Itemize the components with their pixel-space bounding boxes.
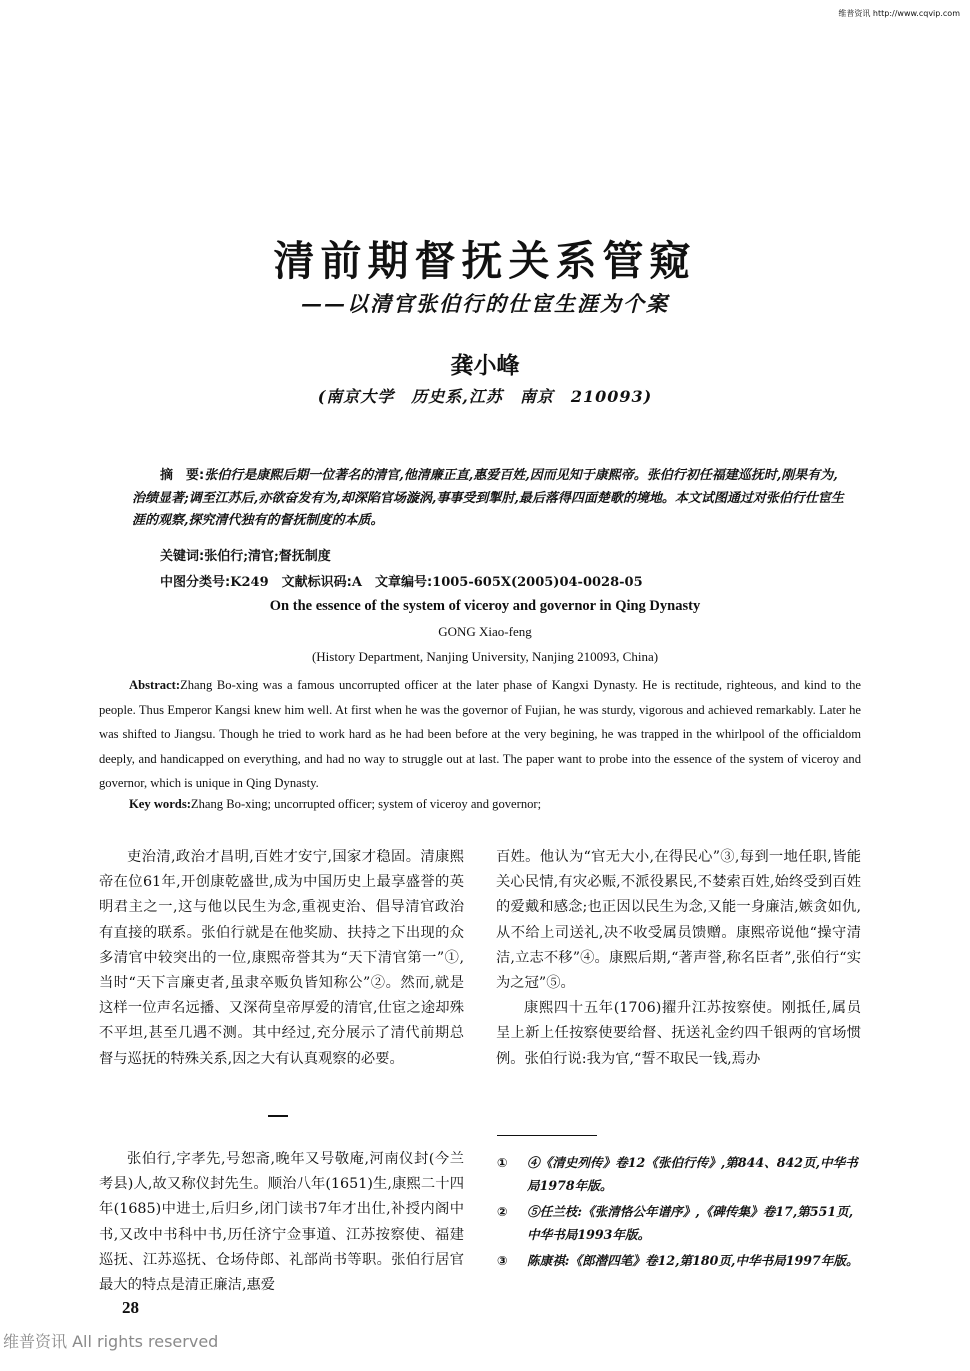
article-number-label: 文章编号: [374, 575, 433, 590]
footnote-text: 陈康祺:《郎潜四笔》卷12,第180页,中华书局1997年版。 [527, 1253, 859, 1268]
footnote-item [497, 1152, 862, 1197]
chinese-keywords [160, 545, 331, 564]
author-affiliation: (南京大学 历史系,江苏 南京 210093) [317, 387, 653, 406]
body-right-column-top [496, 845, 861, 1072]
english-keywords-text: Zhang Bo-xing; uncorrupted officer; system of viceroy and governor; [190, 797, 542, 811]
paper-title: 清前期督抚关系管窥 [273, 237, 697, 285]
english-abstract [99, 673, 861, 796]
chinese-abstract-label: 摘 要: [160, 468, 205, 483]
chinese-abstract [132, 465, 844, 533]
footnote-mark: ① [497, 1155, 508, 1170]
footnote-item [497, 1250, 862, 1273]
clc-value: K249 [230, 575, 269, 590]
top-watermark[interactable]: 维普资讯 http://www.cqvip.com [838, 9, 960, 18]
english-author: GONG Xiao-feng [438, 624, 532, 639]
body-paragraph: 百姓。他认为“官无大小,在得民心”③,每到一地任职,皆能关心民情,有灾必赈,不派役累民,不婪索百姓,始终受到百姓的爱戴和感念;也正因以民生为念,又能一身廉洁,嫉贪如仇,从不给上司送礼,决不收受属员馈赠。康熙帝说他“操守清洁,立志不移”④。康熙后期,“著声誉,称名臣者”,张伯行“实为之冠”⑤。 [496, 849, 861, 992]
body-left-column-top [99, 845, 464, 1072]
english-title: On the essence of the system of viceroy and governor in Qing Dynasty [269, 598, 701, 614]
doc-code-value: A [351, 575, 362, 590]
paper-subtitle: ——以清官张伯行的仕宦生涯为个案 [301, 291, 669, 316]
english-keywords [129, 797, 541, 812]
chinese-keywords-label: 关键词: [160, 549, 205, 564]
footnote-mark: ② [497, 1204, 508, 1219]
english-affiliation: (History Department, Nanjing University, Nanjing 210093, China) [311, 649, 659, 664]
classification-line [160, 571, 643, 590]
body-left-column-bottom [99, 1147, 464, 1298]
clc-label: 中图分类号: [160, 575, 231, 590]
doc-code-label: 文献标识码: [281, 575, 352, 590]
footnote-mark: ③ [497, 1253, 508, 1268]
english-abstract-label: Abstract: [129, 678, 181, 692]
english-keywords-label: Key words: [129, 797, 191, 811]
chinese-abstract-text: 张伯行是康熙后期一位著名的清官,他清廉正直,惠爱百姓,因而见知于康熙帝。张伯行初任福建巡抚时,刚果有为,治绩显著;调至江苏后,亦欲奋发有为,却深陷官场漩涡,事事受到掣肘,最后落得四面楚歌的境地。本文试图通过对张伯行仕宦生涯的观察,探究清代独有的督抚制度的本质。 [132, 468, 844, 528]
author-name: 龚小峰 [450, 353, 520, 379]
page-number: 28 [122, 1298, 139, 1317]
section-number-one [268, 1115, 288, 1117]
body-paragraph: 康熙四十五年(1706)擢升江苏按察使。刚抵任,属员呈上新上任按察使要给督、抚送礼金约四千银两的官场惯例。张伯行说:我为官,“誓不取民一钱,焉办 [496, 1000, 861, 1067]
chinese-keywords-text: 张伯行;清官;督抚制度 [204, 549, 331, 564]
footnote-text: ⑤任兰枝:《张清恪公年谱序》,《碑传集》卷17,第551页,中华书局1993年版。 [527, 1204, 854, 1242]
body-paragraph: 吏治清,政治才昌明,百姓才安宁,国家才稳固。清康熙帝在位61年,开创康乾盛世,成为中国历史上最享盛誉的英明君主之一,这与他以民生为念,重视吏治、倡导清官政治有直接的联系。张伯行就是在他奖励、扶持之下出现的众多清官中较突出的一位,康熙帝誉其为“天下清官第一”①,当时“天下言廉吏者,虽隶卒贩负皆知称公”②。然而,就是这样一位声名远播、又深荷皇帝厚爱的清官,仕宦之途却殊不平坦,甚至几遇不测。其中经过,充分展示了清代前期总督与巡抚的特殊关系,因之大有认真观察的必要。 [99, 849, 464, 1067]
footnote-item [497, 1201, 862, 1246]
article-number-value: 1005-605X(2005)04-0028-05 [432, 575, 643, 590]
footnotes [497, 1152, 862, 1277]
bottom-watermark: 维普资讯 All rights reserved [3, 1332, 219, 1351]
footnote-text: ④《清史列传》卷12《张伯行传》,第844、842页,中华书局1978年版。 [527, 1155, 858, 1193]
footnote-divider [497, 1135, 597, 1136]
english-abstract-text: Zhang Bo-xing was a famous uncorrupted officer at the later phase of Kangxi Dynasty. He is rectitude, righteous, and kind to the people. Thus Emperor Kangsi knew him well. At first when he was the governor of Fujian, he was sturdy, vigorous and achieved remarkably. Later he was shifted to Jiangsu. Though he tried to work hard as he had been before at the very begining, he was trapped in the whirlpool of the officialdom deeply, and handicapped on everything, and had no way to struggle out at last. The paper want to probe into the essence of the system of viceroy and governor, which is unique in Qing Dynasty. [99, 678, 861, 791]
body-paragraph: 张伯行,字孝先,号恕斋,晚年又号敬庵,河南仪封(今兰考县)人,故又称仪封先生。顺治八年(1651)生,康熙二十四年(1685)中进士,后归乡,闭门读书7年才出仕,补授内阁中书,又改中书科中书,历任济宁佥事道、江苏按察使、福建巡抚、江苏巡抚、仓场侍郎、礼部尚书等职。张伯行居官最大的特点是清正廉洁,惠爱 [99, 1151, 464, 1294]
